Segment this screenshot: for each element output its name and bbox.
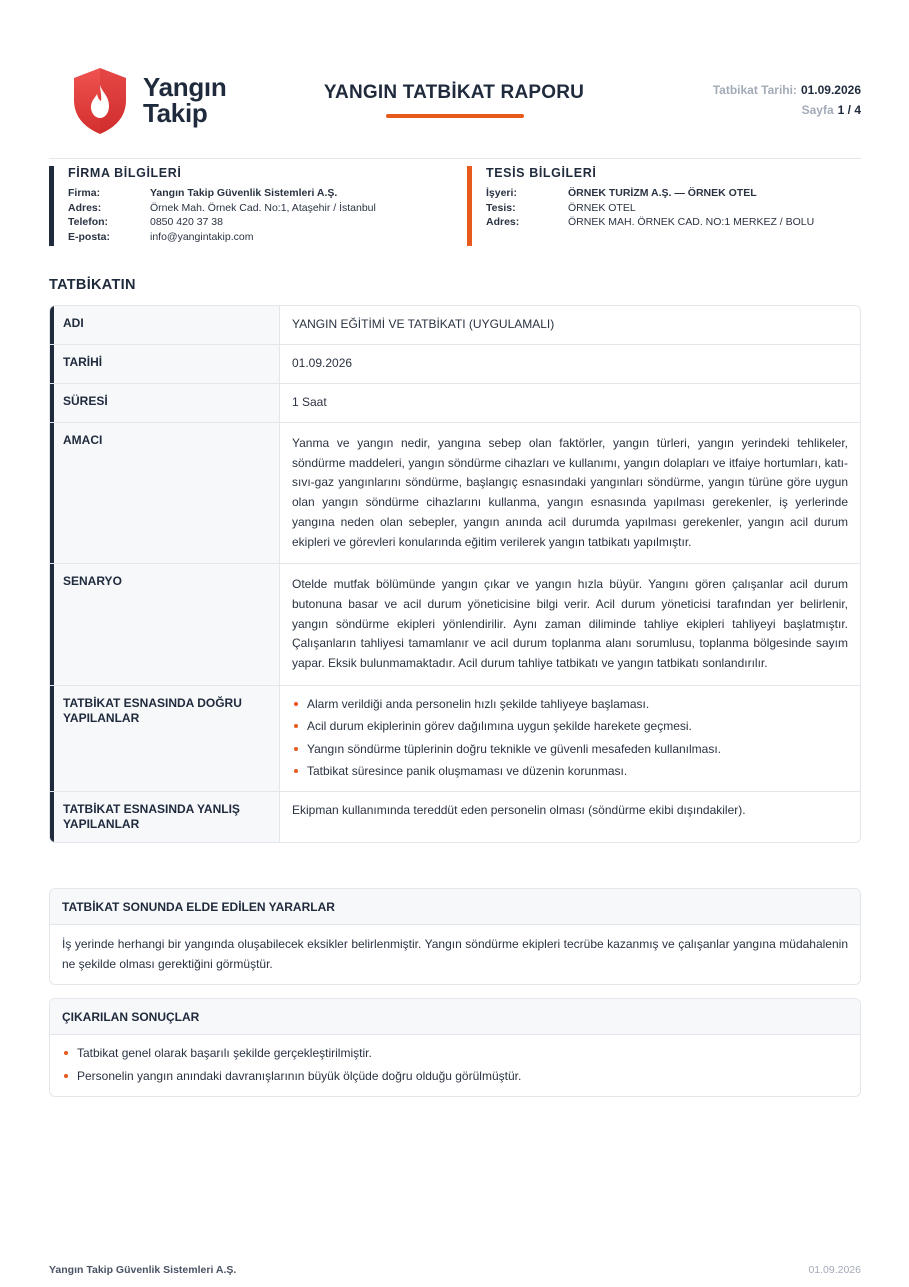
header-divider <box>49 158 861 159</box>
tatbikat-heading: TATBİKATIN <box>49 277 136 293</box>
tesis-info-block <box>467 166 861 246</box>
tesis-key: İşyeri: <box>486 187 517 199</box>
tesis-title: TESİS BİLGİLERİ <box>486 166 597 180</box>
sonuclar-title: ÇIKARILAN SONUÇLAR <box>50 999 860 1035</box>
tesis-value: ÖRNEK TURİZM A.Ş. — ÖRNEK OTEL <box>568 187 757 199</box>
brand-name-line1: Yangın <box>143 72 227 102</box>
firma-value: 0850 420 37 38 <box>150 216 223 228</box>
brand-name <box>143 74 226 126</box>
report-meta <box>713 80 861 120</box>
firma-key: E-posta: <box>68 230 110 243</box>
table-row-adi <box>50 306 860 345</box>
firma-value: info@yangintakip.com <box>150 230 254 243</box>
page-value: 1 / 4 <box>837 103 861 117</box>
list-item: Acil durum ekiplerinin görev dağılımına uygun şekilde harekete geçmesi. <box>292 715 848 738</box>
row-label: TATBİKAT ESNASINDA DOĞRU YAPILANLAR <box>50 686 280 791</box>
firma-row <box>68 201 449 216</box>
firma-key: Adres: <box>68 201 102 214</box>
shield-flame-icon <box>71 66 129 136</box>
tesis-key: Adres: <box>486 216 520 228</box>
firma-key: Telefon: <box>68 216 109 228</box>
row-label: TATBİKAT ESNASINDA YANLIŞ YAPILANLAR <box>50 792 280 842</box>
report-date-row <box>713 80 861 100</box>
tesis-key: Tesis: <box>486 201 516 214</box>
row-label: AMACI <box>50 423 280 563</box>
page-label: Sayfa <box>801 103 834 117</box>
table-row-tarihi <box>50 345 860 384</box>
row-label: TARİHİ <box>50 345 280 383</box>
table-row-suresi <box>50 384 860 423</box>
row-label: ADI <box>50 306 280 344</box>
report-date-value: 01.09.2026 <box>800 83 861 97</box>
firma-row <box>68 230 449 245</box>
sonuclar-list <box>62 1042 848 1088</box>
row-label: SENARYO <box>50 564 280 685</box>
report-date-label: Tatbikat Tarihi: <box>712 83 797 97</box>
firma-info-block <box>49 166 449 246</box>
list-item: Alarm verildiği anda personelin hızlı şekilde tahliyeye başlaması. <box>292 693 848 716</box>
tesis-value: ÖRNEK MAH. ÖRNEK CAD. NO:1 MERKEZ / BOLU <box>568 216 815 228</box>
yararlar-text: İş yerinde herhangi bir yangında oluşabilecek eksikler belirlenmiştir. Yangın söndürme ekipleri tecrübe kazanmış ve çalışanlar yangına müdahalenin ne şekilde olması gerektiğini görmüştür. <box>62 937 848 971</box>
yararlar-box <box>49 888 861 985</box>
firma-title: FİRMA BİLGİLERİ <box>68 166 182 180</box>
tesis-row <box>486 215 861 230</box>
list-item: Yangın söndürme tüplerinin doğru teknikle ve güvenli mesafeden kullanılması. <box>292 738 848 761</box>
table-row-senaryo <box>50 564 860 686</box>
tesis-row <box>486 186 861 201</box>
firma-value: Örnek Mah. Örnek Cad. No:1, Ataşehir / İstanbul <box>150 201 376 214</box>
footer-company: Yangın Takip Güvenlik Sistemleri A.Ş. <box>49 1264 237 1276</box>
brand-name-line2: Takip <box>143 98 208 128</box>
footer-date: 01.09.2026 <box>808 1264 861 1276</box>
row-value: Yanma ve yangın nedir, yangına sebep olan faktörler, yangın türleri, yangın yerindeki tehlikeler, söndürme maddeleri, yangın söndürme cihazları ve kullanımı, yangın dolapları ve itfaiye hortumları, katı-sıvı-gaz yangınlarını söndürme, başlangıç esnasındaki yangınları söndürme, yangın türüne göre uygun olan yangın söndürme cihazlarını kullanma, yangın esnasında yapılması gerekenler, iş yerlerinde yangına neden olan sebepler, yangın anında acil durumda yapılması gerekenler, yangın acil durum ekipleri ve görevleri konularında eğitim verilerek yangın tatbikatı yapılmıştır. <box>292 436 848 549</box>
dogru-list <box>292 693 848 783</box>
table-row-dogru <box>50 686 860 792</box>
firma-row <box>68 215 449 230</box>
table-row-amaci <box>50 423 860 564</box>
firma-value: Yangın Takip Güvenlik Sistemleri A.Ş. <box>150 187 338 199</box>
sonuclar-box <box>49 998 861 1097</box>
list-item: Tatbikat süresince panik oluşmaması ve düzenin korunması. <box>292 760 848 783</box>
tesis-row <box>486 201 861 216</box>
report-header <box>49 60 861 156</box>
table-row-yanlis <box>50 792 860 842</box>
firma-key: Firma: <box>68 187 101 199</box>
title-underline <box>386 114 524 118</box>
list-item: Tatbikat genel olarak başarılı şekilde gerçekleştirilmiştir. <box>62 1042 848 1065</box>
row-value: Ekipman kullanımında tereddüt eden personelin olması (söndürme ekibi dışındakiler). <box>292 802 746 817</box>
list-item: Personelin yangın anındaki davranışlarının büyük ölçüde doğru olduğu görülmüştür. <box>62 1065 848 1088</box>
report-title: YANGIN TATBİKAT RAPORU <box>323 82 585 103</box>
row-value: YANGIN EĞİTİMİ VE TATBİKATI (UYGULAMALI) <box>292 317 555 331</box>
yararlar-title: TATBİKAT SONUNDA ELDE EDİLEN YARARLAR <box>50 889 860 925</box>
row-value <box>280 686 860 791</box>
report-page-row <box>713 100 861 120</box>
row-label: SÜRESİ <box>50 384 280 422</box>
firma-row <box>68 186 449 201</box>
tatbikat-table <box>49 305 861 843</box>
row-value: Otelde mutfak bölümünde yangın çıkar ve yangın hızla büyür. Yangını gören çalışanlar acil durum butonuna basar ve acil durum yöneticisine bilgi verir. Acil durum yöneticisi tarafından yer belirlenir, yangın söndürme ekipleri yönlendirilir. Aynı zaman diliminde tahliye ekipleri tahliyeyi başlatmıştır. Çalışanların tahliyesi tamamlanır ve acil durum toplanma alanı sorumlusu, toplanma bölgesinde sayım yapar. Eksik bulunmamaktadır. Acil durum tahliye tatbikatı ve yangın tatbikatı sonlandırılır. <box>292 577 848 671</box>
tesis-value: ÖRNEK OTEL <box>568 201 636 214</box>
row-value: 1 Saat <box>292 395 327 409</box>
brand-logo <box>71 66 231 136</box>
row-value: 01.09.2026 <box>292 356 353 370</box>
sonuclar-body <box>50 1035 860 1096</box>
